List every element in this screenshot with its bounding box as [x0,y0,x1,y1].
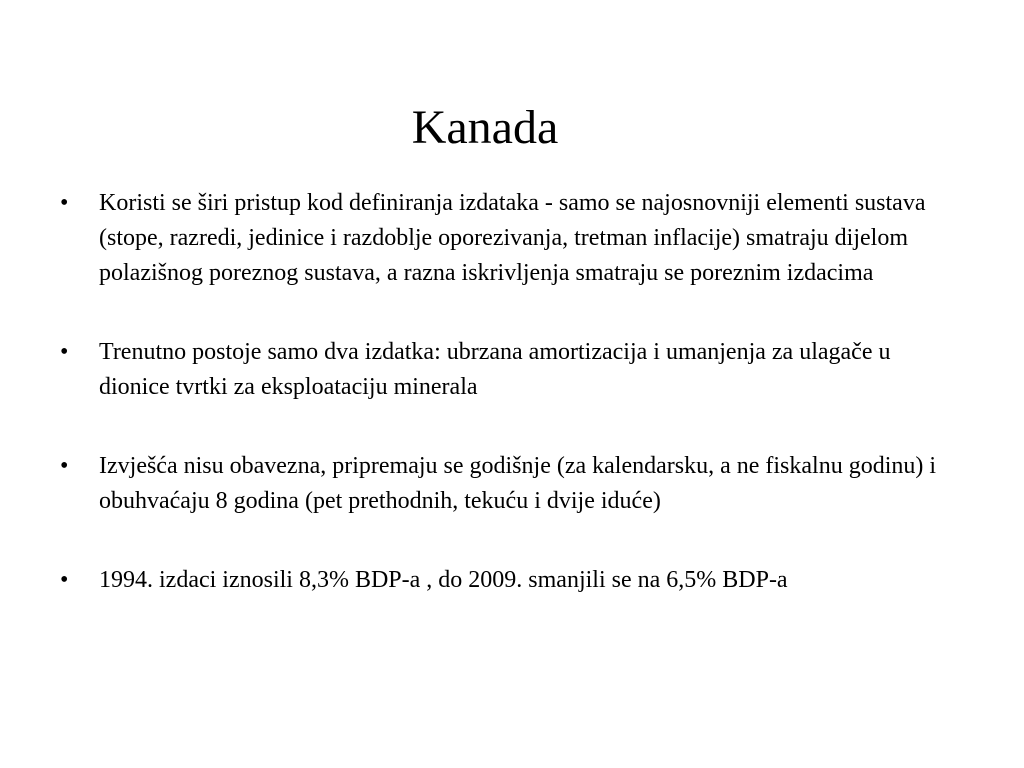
slide-title: Kanada [411,101,559,154]
bullet-item [60,186,960,291]
bullet-text: Koristi se širi pristup kod definiranja izdataka - samo se najosnovniji elementi sustava (stope, razredi, jedinice i razdoblje oporezivanja, tretman inflacije) smatraju dijelom polazišnog poreznog sustava, a razna iskrivljenja smatraju se poreznim izdacima [99,190,926,286]
bullet-item [60,335,960,405]
bullet-item [60,449,960,519]
bullet-item [60,563,960,598]
bullet-text: 1994. izdaci iznosili 8,3% BDP-a , do 2009. smanjili se na 6,5% BDP-a [99,567,788,593]
bullet-text: Izvješća nisu obavezna, pripremaju se godišnje (za kalendarsku, a ne fiskalnu godinu) i obuhvaćaju 8 godina (pet prethodnih, tekuću i dvije iduće) [99,453,937,514]
bullet-text: Trenutno postoje samo dva izdatka: ubrzana amortizacija i umanjenja za ulagače u dionice tvrtki za eksploataciju minerala [99,339,891,400]
bullet-dot-icon: • [60,190,69,216]
bullet-list [60,186,960,642]
bullet-dot-icon: • [60,453,69,479]
bullet-dot-icon: • [60,567,69,593]
bullet-dot-icon: • [60,339,69,365]
